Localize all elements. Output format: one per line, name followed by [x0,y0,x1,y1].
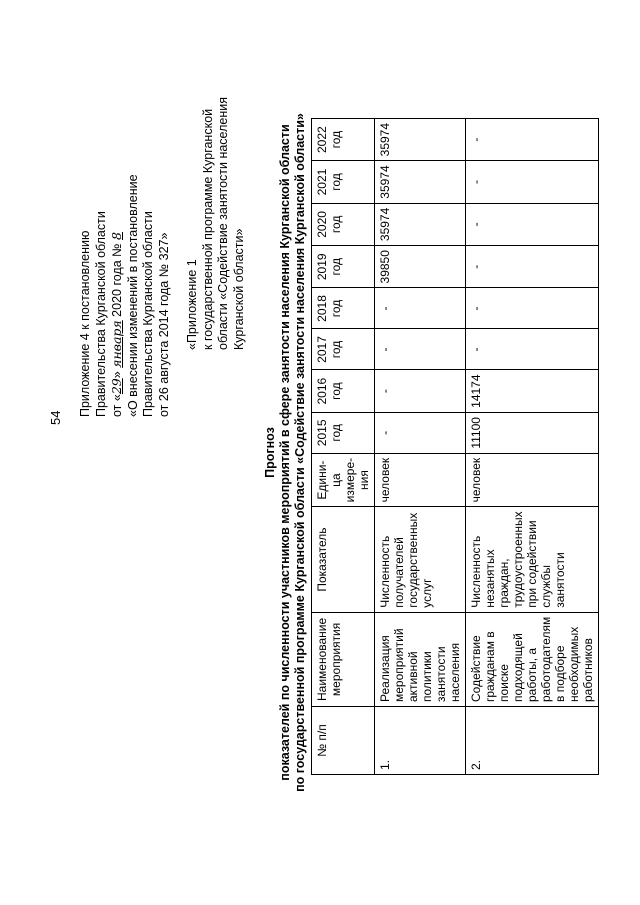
handwritten-day: 29 [109,378,124,395]
approval-date-quote: » [110,371,124,379]
approval-date-prefix: от « [110,394,124,417]
row-value: - [375,370,466,412]
row-value: - [375,288,466,329]
row-value: - [466,118,599,160]
header-year: 2018 год [312,288,375,329]
approval-line: от 26 августа 2014 года № 327» [156,232,171,417]
row-value: - [466,329,599,370]
header-unit: Едини- ца измере- ния [312,453,375,507]
title-line: показателей по численности участников мероприятий в сфере занятости населения Курганской области [278,124,292,781]
row-value: - [466,246,599,288]
row-value: 35974 [375,118,466,160]
table-header-row [312,118,375,774]
annex-block [185,20,247,350]
row-value: - [466,288,599,329]
header-year: 2019 год [312,246,375,288]
row-value: - [466,203,599,245]
header-year: 2015 год [312,412,375,453]
approval-line: Правительства Курганской области [93,211,108,417]
row-value: 39850 [375,246,466,288]
annex-line: Курганской области» [231,228,246,350]
row-value: - [375,329,466,370]
annex-line: области «Содействие занятости населения [216,97,230,350]
handwritten-month: января [109,320,124,368]
row-indicator: Численность незанятых граждан, трудоустроенных при содействии службы занятости [466,507,599,612]
header-year: 2016 год [312,370,375,412]
row-unit: человек [375,453,466,507]
approval-date-line [109,0,126,417]
annex-line: «Приложение 1 [185,259,199,350]
table-row [466,118,599,774]
row-value: 11100 [466,412,599,453]
table-row [375,118,466,774]
header-indicator: Показатель [312,507,375,612]
row-value: 35974 [375,203,466,245]
row-event: Реализация мероприятий активной политики занятости населения [375,612,466,706]
header-year: 2021 год [312,161,375,203]
title-line: Прогноз [263,427,277,478]
approval-line: Приложение 4 к постановлению [78,230,92,417]
row-num: 2. [466,707,599,775]
forecast-table [311,118,599,775]
annex-line: к государственной программе Курганской [200,108,215,350]
row-event: Содействие гражданам в поиске подходящей работы, а работодателям в подборе необходимых работников [466,612,599,706]
row-value: - [466,161,599,203]
header-year: 2020 год [312,203,375,245]
header-num: № п/п [312,707,375,775]
row-num: 1. [375,707,466,775]
handwritten-number: 8 [109,232,124,240]
approval-block [78,0,172,417]
title-line: по государственной программе Курганской области «Содействие занятости населения Курганской области» [293,113,307,792]
row-value: - [375,412,466,453]
row-indicator: Численность получателей государственных услуг [375,507,466,612]
header-event: Наименование мероприятия [312,612,375,706]
approval-line: «О внесении изменений в постановление [125,174,140,417]
row-unit: человек [466,453,599,507]
approval-line: Правительства Курганской области [141,211,155,417]
header-year: 2017 год [312,329,375,370]
approval-date-year: 2020 года № [110,243,124,317]
header-year: 2022 год [312,118,375,160]
row-value: 35974 [375,161,466,203]
row-value: 14174 [466,370,599,412]
document-title [263,0,308,905]
page-number: 54 [48,410,63,425]
